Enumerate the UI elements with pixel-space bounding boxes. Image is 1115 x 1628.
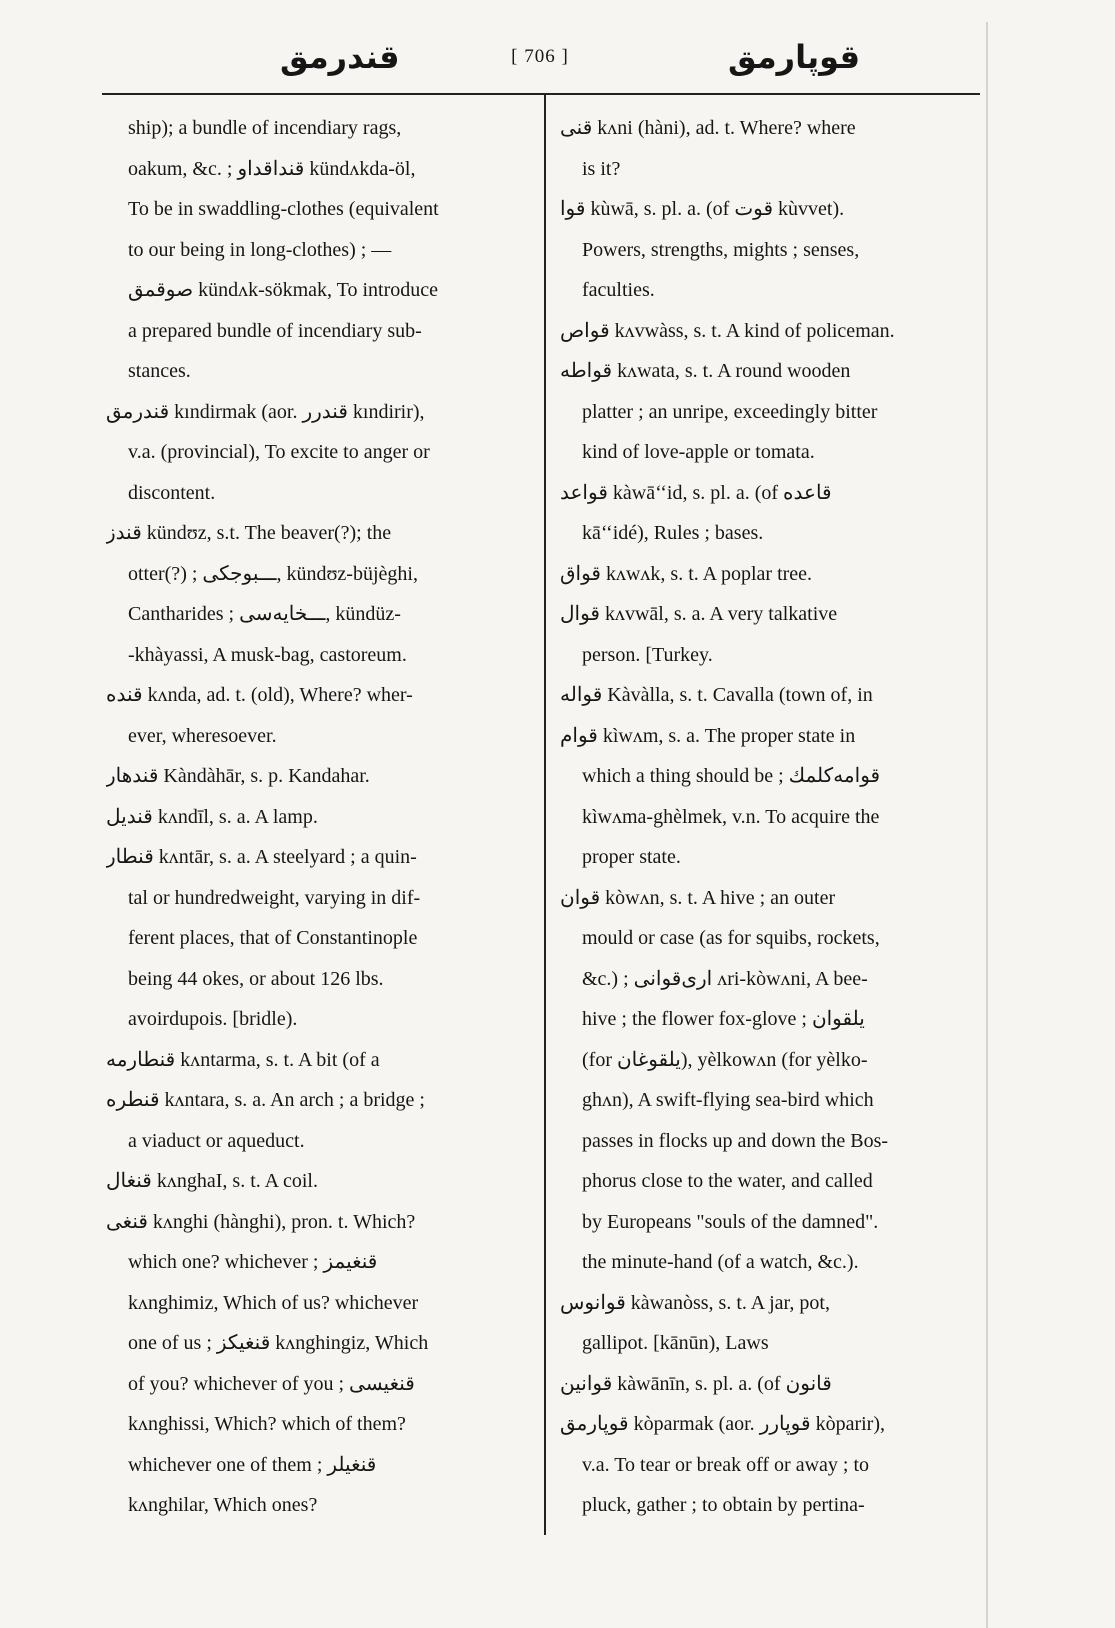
- entry-headword-line: قندهار Kàndàhār, s. p. Kandahar.: [106, 765, 370, 787]
- entry-headword-line: قوا kùwā, s. pl. a. (of قوت kùvvet).: [560, 198, 845, 220]
- page-number: [ 706 ]: [511, 46, 569, 67]
- entry-headword-line: قنده kʌnda, ad. t. (old), Where? wher-: [106, 684, 413, 706]
- entry-text-line: Powers, strengths, mights ; senses,: [582, 238, 860, 261]
- entry-text-line: discontent.: [128, 481, 216, 504]
- entry-text-line: which a thing should be ; قوامه‌كلمك: [582, 765, 881, 787]
- entry-text-line: tal or hundredweight, varying in dif-: [128, 886, 421, 909]
- right-catchword: قوپارمق: [728, 38, 861, 76]
- entry-text-line: oakum, &c. ; قنداقداو kündʌkda-öl,: [128, 157, 416, 180]
- entry-text-line: proper state.: [582, 846, 681, 868]
- entry-text-line: is it?: [582, 157, 621, 180]
- column-divider: [544, 95, 546, 1535]
- entry-headword-line: قنطره kʌntara, s. a. An arch ; a bridge ;: [106, 1089, 425, 1111]
- entry-text-line: phorus close to the water, and called: [582, 1170, 873, 1192]
- entry-text-line: صوقمق kündʌk-sökmak, To introduce: [128, 279, 438, 301]
- entry-text-line: hive ; the flower fox-glove ; يلقوان: [582, 1008, 865, 1030]
- entry-text-line: to our being in long-clothes) ; —: [128, 238, 392, 261]
- left-catchword: قندرمق: [280, 38, 400, 76]
- entry-text-line: gallipot. [kānūn), Laws: [582, 1332, 769, 1354]
- entry-text-line: ghʌn), A swift-flying sea-bird which: [582, 1089, 874, 1111]
- entry-text-line: person. [Turkey.: [582, 643, 713, 666]
- entry-text-line: faculties.: [582, 279, 655, 301]
- entry-headword-line: قنى kʌni (hàni), ad. t. Where? where: [560, 117, 856, 139]
- entry-text-line: otter(?) ; ـــبوجكى, kündʊz-büjèghi,: [128, 562, 418, 585]
- entry-headword-line: قنديل kʌndīl, s. a. A lamp.: [106, 805, 318, 828]
- entry-text-line: kind of love-apple or tomata.: [582, 441, 815, 463]
- entry-text-line: passes in flocks up and down the Bos-: [582, 1129, 889, 1152]
- page-header: [100, 38, 980, 88]
- entry-headword-line: قوپارمق kòparmak (aor. قوپارر kòparir),: [560, 1413, 885, 1435]
- entry-text-line: (for يلقوغان), yèlkowʌn (for yèlko-: [582, 1048, 868, 1071]
- entry-text-line: Cantharides ; ـــخايه‌سى, kündüz-: [128, 603, 401, 625]
- entry-headword-line: قوان kòwʌn, s. t. A hive ; an outer: [560, 886, 836, 909]
- entry-text-line: ferent places, that of Constantinople: [128, 927, 418, 949]
- entry-headword-line: قنغال kʌnghaI, s. t. A coil.: [106, 1170, 318, 1192]
- page-edge: [986, 22, 988, 1628]
- entry-text-line: v.a. (provincial), To excite to anger or: [128, 441, 430, 463]
- entry-text-line: platter ; an unripe, exceedingly bitter: [582, 400, 878, 423]
- entry-text-line: one of us ; قنغيكز kʌnghingiz, Which: [128, 1332, 429, 1354]
- entry-text-line: -khàyassi, A musk-bag, castoreum.: [128, 643, 407, 666]
- entry-headword-line: قواص kʌvwàss, s. t. A kind of policeman.: [560, 319, 895, 342]
- entry-headword-line: قنطار kʌntār, s. a. A steelyard ; a quin-: [106, 846, 417, 868]
- entry-text-line: mould or case (as for squibs, rockets,: [582, 927, 880, 949]
- entry-text-line: To be in swaddling-clothes (equivalent: [128, 198, 439, 220]
- entry-text-line: v.a. To tear or break off or away ; to: [582, 1453, 870, 1476]
- entry-text-line: avoirdupois. [bridle).: [128, 1008, 298, 1030]
- entry-text-line: kʌnghilar, Which ones?: [128, 1494, 318, 1516]
- entry-text-line: of you? whichever of you ; قنغيسى: [128, 1372, 415, 1395]
- entry-text-line: kā‘‘idé), Rules ; bases.: [582, 522, 764, 544]
- entry-text-line: pluck, gather ; to obtain by pertina-: [582, 1494, 865, 1516]
- entry-text-line: being 44 okes, or about 126 lbs.: [128, 967, 384, 990]
- entry-headword-line: قواله Kàvàlla, s. t. Cavalla (town of, in: [560, 684, 873, 706]
- left-column: [106, 108, 532, 1526]
- entry-headword-line: قوال kʌvwāl, s. a. A very talkative: [560, 603, 838, 625]
- entry-text-line: whichever one of them ; قنغيلر: [128, 1453, 377, 1476]
- entry-text-line: a viaduct or aqueduct.: [128, 1129, 305, 1152]
- entry-headword-line: قنغى kʌnghi (hànghi), pron. t. Which?: [106, 1210, 416, 1233]
- entry-text-line: &c.) ; ارى‌قوانى ʌri-kòwʌni, A bee-: [582, 967, 868, 990]
- entry-text-line: by Europeans "souls of the damned".: [582, 1210, 879, 1233]
- entry-headword-line: قوانين kàwānīn, s. pl. a. (of قانون: [560, 1372, 832, 1395]
- entry-headword-line: قنطارمه kʌntarma, s. t. A bit (of a: [106, 1048, 380, 1071]
- entry-text-line: ever, wheresoever.: [128, 724, 277, 747]
- entry-text-line: ship); a bundle of incendiary rags,: [128, 117, 402, 139]
- entry-text-line: kʌnghimiz, Which of us? whichever: [128, 1291, 419, 1314]
- entry-headword-line: قوام kìwʌm, s. a. The proper state in: [560, 724, 856, 747]
- entry-text-line: kìwʌma-ghèlmek, v.n. To acquire the: [582, 805, 880, 828]
- entry-headword-line: قندرمق kındirmak (aor. قندرر kındirir),: [106, 400, 425, 423]
- entry-headword-line: قوانوس kàwanòss, s. t. A jar, pot,: [560, 1291, 830, 1314]
- entry-headword-line: قواطه kʌwata, s. t. A round wooden: [560, 360, 851, 382]
- right-column: [560, 108, 980, 1526]
- entry-headword-line: قواعد kàwā‘‘id, s. pl. a. (of قاعده: [560, 481, 832, 504]
- entry-text-line: a prepared bundle of incendiary sub-: [128, 319, 422, 342]
- entry-text-line: which one? whichever ; قنغيمز: [128, 1251, 378, 1273]
- entry-headword-line: قندز kündʊz, s.t. The beaver(?); the: [106, 522, 392, 544]
- header-rule: [102, 93, 980, 95]
- entry-headword-line: قواق kʌwʌk, s. t. A poplar tree.: [560, 562, 813, 585]
- entry-text-line: kʌnghissi, Which? which of them?: [128, 1413, 406, 1435]
- entry-text-line: the minute-hand (of a watch, &c.).: [582, 1251, 859, 1273]
- entry-text-line: stances.: [128, 360, 191, 382]
